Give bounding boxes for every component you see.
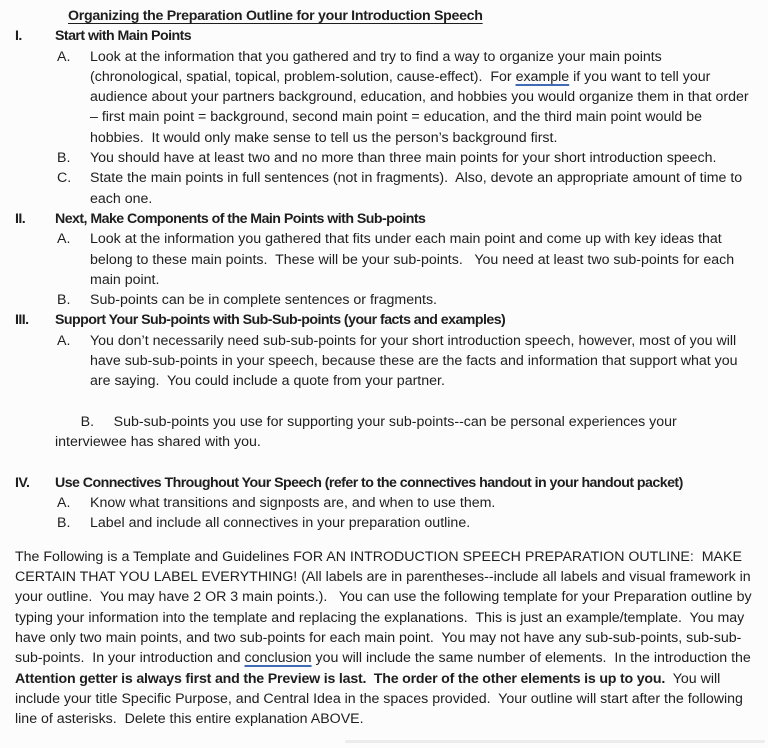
outline-list	[0, 26, 768, 533]
item-label: A.	[57, 48, 71, 65]
item-text: State the main points in full sentences (not in fragments). Also, devote an appropriate amount of time to each one.	[90, 170, 747, 207]
item-text: You don’t necessarily need sub-sub-points for your short introduction speech, however, most of you will have sub-sub-points in your speech, because these are the facts and information that support what you are saying. You could include a quote from your partner.	[90, 332, 742, 390]
outline-item	[0, 47, 768, 148]
outline-item	[0, 229, 768, 290]
closing-paragraph: The Following is a Template and Guidelines FOR AN INTRODUCTION SPEECH PREPARATION OUTLINE: MAKE CERTAIN THAT YOU LABEL EVERYTHING! (All labels are in parentheses--include all labels and visual framework in your outline. You may have 2 OR 3 main points.). You can use the following template for your Preparation outline by typing your information into the template and replacing the explanations. This is just an example/template. You may have only two main points, and two sub-points for each main point. You may not have any sub-sub-points, sub-sub-sub-points. In your introduction and conclusion you will include the same number of elements. In the introduction the Attention getter is always first and the Preview is last. The order of the other elements is up to you. You will include your title Specific Purpose, and Central Idea in the spaces provided. Your outline will start after the following line of asterisks. Delete this entire explanation ABOVE.	[15, 548, 756, 728]
hyperlink[interactable]: example	[515, 68, 570, 85]
scan-artifact	[345, 740, 765, 743]
item-text: Look at the information that you gathered and try to find a way to organize your main points (chronological, spatial, topical, problem-solution, cause-effect). For example if you want to tell your audience about your partners background, education, and hobbies you would organize them in that order – first main point = background, second main point = education, and the third main point would be hobbies. It would only make sense to tell us the person’s background first.	[90, 48, 753, 146]
item-label: A.	[57, 495, 71, 512]
item-text: Look at the information you gathered that fits under each main point and come up with key ideas that belong to these main points. These will be your sub-points. You need at least two sub-points for each main point.	[90, 231, 739, 288]
section-number: III.	[15, 312, 29, 329]
item-text: You should have at least two and no more than three main points for your short introduction speech.	[90, 150, 717, 167]
item-text: Sub-sub-points you use for supporting your sub-points--can be personal experiences your interviewee has shared with you.	[55, 413, 681, 451]
outline-section-heading	[0, 473, 768, 493]
section-heading-text: Start with Main Points	[55, 28, 192, 45]
outline-section-heading	[0, 209, 768, 229]
outline-item	[55, 392, 768, 473]
item-text: Sub-points can be in complete sentences or fragments.	[90, 292, 437, 309]
document-title: Organizing the Preparation Outline for your Introduction Speech	[68, 8, 483, 24]
outline-item	[0, 331, 768, 392]
outline-item	[0, 168, 768, 209]
outline-item	[0, 513, 768, 533]
outline-item	[0, 493, 768, 513]
item-label: B.	[57, 515, 71, 532]
section-number: II.	[15, 210, 26, 227]
section-number: IV.	[15, 474, 30, 491]
outline-section-heading	[0, 26, 768, 46]
item-label: B.	[57, 292, 71, 309]
item-label: B.	[57, 150, 71, 167]
item-label: B.	[80, 413, 95, 430]
outline-item	[0, 148, 768, 168]
item-label: A.	[57, 231, 71, 248]
hyperlink[interactable]: conclusion	[244, 650, 312, 667]
outline-item	[0, 290, 768, 310]
section-heading-text: Next, Make Components of the Main Points with Sub-points	[55, 210, 426, 227]
item-label: C.	[57, 170, 72, 187]
section-heading-text: Use Connectives Throughout Your Speech (refer to the connectives handout in your handout packet)	[55, 474, 683, 491]
bold-text: Attention getter is always first and the Preview is last. The order of the other elements is up to you.	[15, 670, 666, 687]
outline-section-heading	[0, 310, 768, 330]
item-text: Label and include all connectives in your preparation outline.	[90, 515, 471, 532]
item-text: Know what transitions and signposts are, and when to use them.	[90, 495, 496, 512]
item-label: A.	[57, 332, 71, 349]
section-number: I.	[15, 28, 22, 45]
section-heading-text: Support Your Sub-points with Sub-Sub-points (your facts and examples)	[55, 312, 506, 329]
